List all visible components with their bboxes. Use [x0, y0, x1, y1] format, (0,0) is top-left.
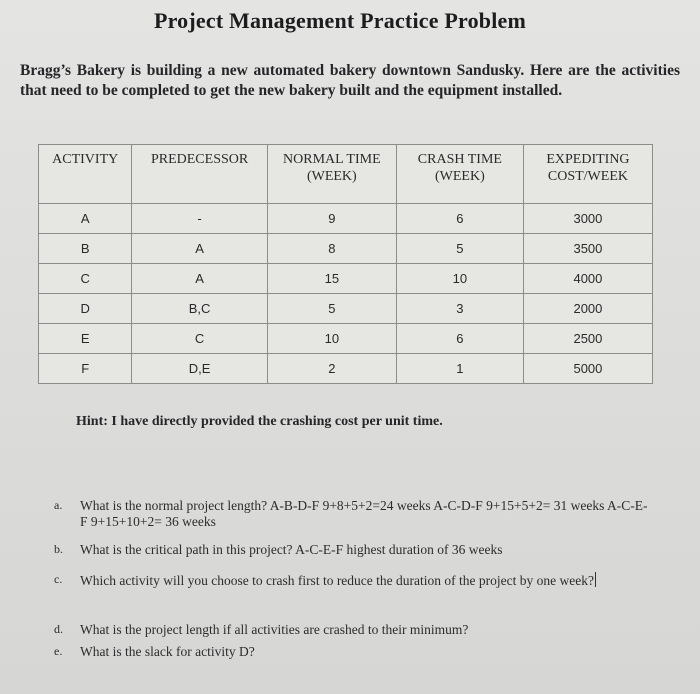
cell-crash-time: 3	[396, 294, 523, 324]
cell-normal-time: 10	[267, 324, 396, 354]
table-header-row	[39, 145, 653, 204]
cell-crash-time: 1	[396, 354, 523, 384]
question-text[interactable]: Which activity will you choose to crash first to reduce the duration of the project by one week?	[80, 573, 594, 588]
cell-normal-time: 9	[267, 204, 396, 234]
question-text: What is the normal project length? A-B-D-F 9+8+5+2=24 weeks A-C-D-F 9+15+5+2= 31 weeks A-C-E-F 9+15+10+2= 36 weeks	[80, 498, 648, 529]
cell-predecessor: B,C	[132, 294, 267, 324]
table-row	[39, 204, 653, 234]
cell-predecessor: A	[132, 264, 267, 294]
cell-crash-time: 6	[396, 204, 523, 234]
table-row	[39, 324, 653, 354]
cell-predecessor: D,E	[132, 354, 267, 384]
cell-activity: F	[39, 354, 132, 384]
text-cursor	[595, 572, 596, 587]
question-label: c.	[54, 572, 63, 586]
intro-paragraph: Bragg’s Bakery is building a new automated bakery downtown Sandusky. Here are the activities that need to be completed to get the new bakery built and the equipment installed.	[20, 62, 680, 99]
header-expediting-cost: EXPEDITING COST/WEEK	[523, 145, 652, 204]
cell-normal-time: 15	[267, 264, 396, 294]
header-activity: ACTIVITY	[39, 145, 132, 204]
cell-expediting-cost: 3000	[523, 204, 652, 234]
cell-activity: D	[39, 294, 132, 324]
cell-crash-time: 10	[396, 264, 523, 294]
cell-normal-time: 5	[267, 294, 396, 324]
cell-normal-time: 2	[267, 354, 396, 384]
activity-table	[38, 144, 653, 384]
cell-predecessor: C	[132, 324, 267, 354]
header-crash-time: CRASH TIME (WEEK)	[396, 145, 523, 204]
header-predecessor: PREDECESSOR	[132, 145, 267, 204]
cell-crash-time: 5	[396, 234, 523, 264]
cell-predecessor: A	[132, 234, 267, 264]
cell-activity: C	[39, 264, 132, 294]
question-label: a.	[54, 498, 63, 512]
cell-expediting-cost: 3500	[523, 234, 652, 264]
question-label: d.	[54, 622, 63, 636]
question-text: What is the slack for activity D?	[80, 644, 255, 659]
question-text: What is the critical path in this project? A-C-E-F highest duration of 36 weeks	[80, 542, 503, 557]
question-text: What is the project length if all activities are crashed to their minimum?	[80, 622, 469, 637]
table-row	[39, 354, 653, 384]
header-normal-time: NORMAL TIME (WEEK)	[267, 145, 396, 204]
cell-crash-time: 6	[396, 324, 523, 354]
question-label: e.	[54, 644, 63, 658]
cell-activity: E	[39, 324, 132, 354]
cell-activity: A	[39, 204, 132, 234]
table-row	[39, 234, 653, 264]
cell-expediting-cost: 4000	[523, 264, 652, 294]
cell-activity: B	[39, 234, 132, 264]
table-row	[39, 294, 653, 324]
hint-text: Hint: I have directly provided the crashing cost per unit time.	[76, 414, 443, 429]
cell-expediting-cost: 2500	[523, 324, 652, 354]
table-row	[39, 264, 653, 294]
cell-predecessor: -	[132, 204, 267, 234]
cell-normal-time: 8	[267, 234, 396, 264]
cell-expediting-cost: 2000	[523, 294, 652, 324]
question-label: b.	[54, 542, 63, 556]
cell-expediting-cost: 5000	[523, 354, 652, 384]
page-title: Project Management Practice Problem	[153, 8, 527, 33]
